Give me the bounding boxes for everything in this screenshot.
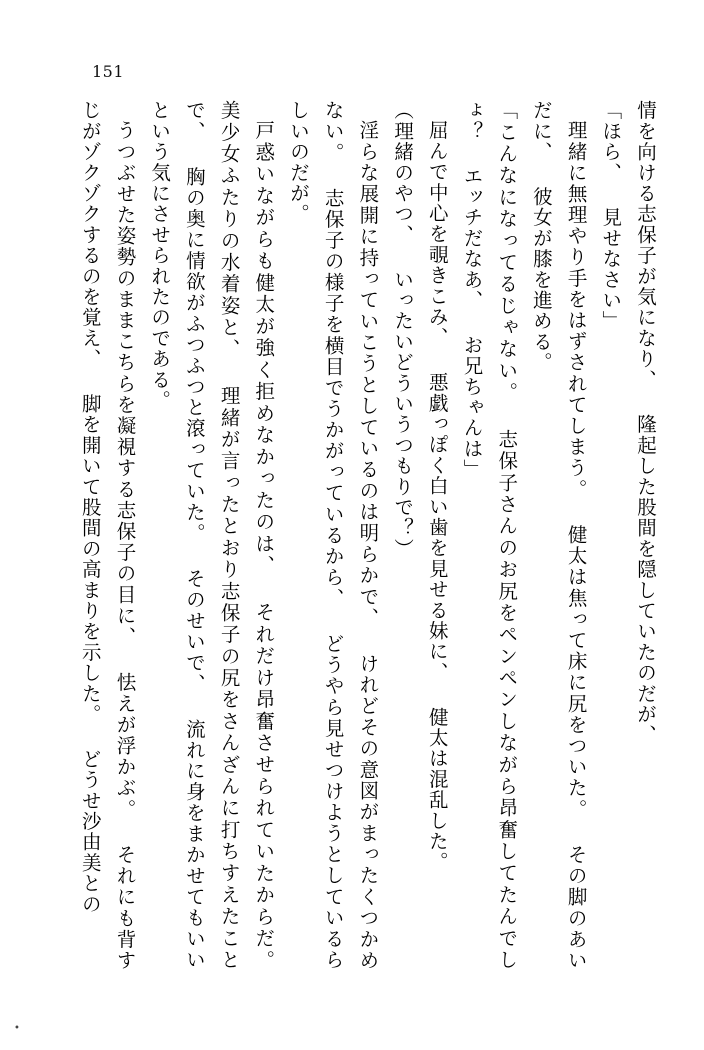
paragraph: 淫らな展開に持っていこうとしているのは明らかで、 けれどその意図がまったくつかめない。 志保子の様子を横目でうかがっているから、 どうやら見せつけようとしているらしいのだが。 [286,100,380,970]
paragraph: 理緒に無理やり手をはずされてしまう。 健太は焦って床に尻をついた。 その脚のあいだに、 彼女が膝を進める。 [529,100,588,970]
paragraph: 戸惑いながらも健太が強く拒めなかったのは、 それだけ昂奮させられていたからだ。 美少女ふたりの水着姿と、 理緒が言ったとおり志保子の尻をさんざんに打ちすえたことで、 胸の奥に情欲がふつふつと滾っていた。 そのせいで、 流れに身をまかせてもいいという気にさせられたのである。 [148,100,276,970]
paragraph: 「ほら、 見せなさい」 [599,100,623,332]
page-number: 151 [92,62,125,81]
paragraph: うつぶせた姿勢のままこちらを凝視する志保子の目に、 怯えが浮かぶ。 それにも背すじがゾクゾクするのを覚え、 脚を開いて股間の高まりを示した。 どうせ沙由美との [78,100,137,970]
page-bottom-mark: • [14,1023,20,1034]
paragraph: （理緒のやつ、 いったいどういうつもりで？） [391,100,415,559]
paragraph: 屈んで中心を覗きこみ、 悪戯っぽく白い歯を見せる妹に、 健太は混乱した。 [425,119,449,872]
paragraph: 情を向ける志保子が気になり、 隆起した股間を隠していたのだが、 [634,100,657,746]
paragraph: 「こんなになってるじゃない。 志保子さんのお尻をペンペンしながら昂奮してたんでしょ？ エッチだなあ、 お兄ちゃんは」 [460,100,519,970]
body-text-vertical [52,100,662,970]
